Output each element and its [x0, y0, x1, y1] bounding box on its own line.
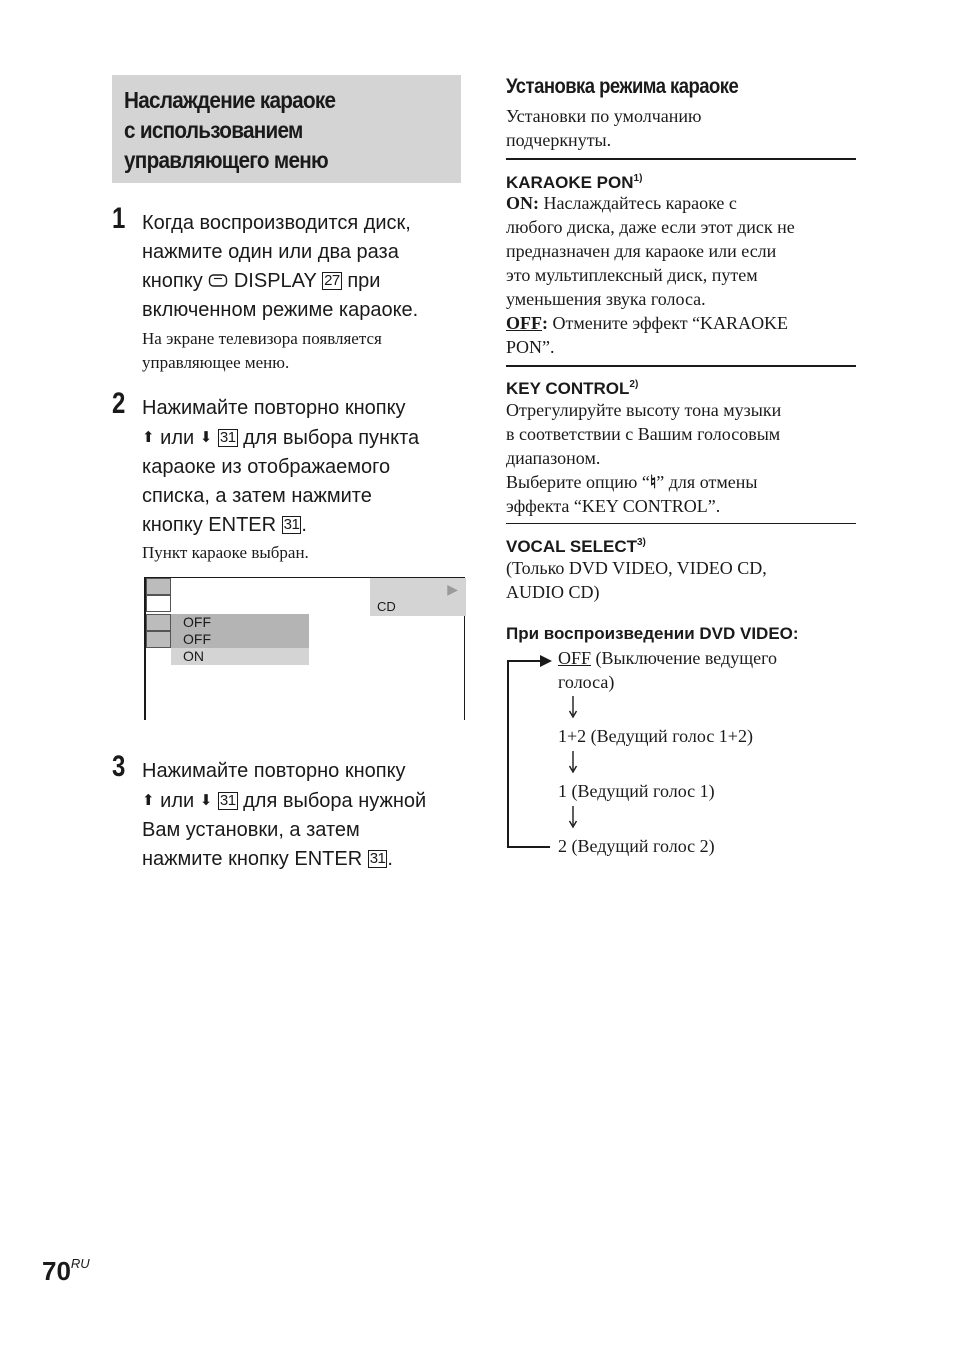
step-text-line	[142, 511, 464, 540]
step-text-line: списка, а затем нажмите	[142, 485, 372, 507]
step-text-line: Нажимайте повторно кнопку	[142, 760, 406, 782]
flow-option-desc: (Ведущий голос 1+2)	[590, 726, 753, 746]
vocal-select-label	[506, 532, 646, 558]
tv-control-menu-screen	[144, 577, 465, 720]
step-text-fragment: DISPLAY	[233, 270, 317, 292]
step-2-note	[142, 541, 464, 565]
step-text-line: караоке из отображаемого	[142, 456, 391, 478]
step-text-line: нажмите один или два раза	[142, 241, 399, 263]
menu-icon-cell	[146, 578, 171, 595]
description-line: AUDIO CD)	[506, 582, 600, 602]
description-line: уменьшения звука голоса.	[506, 289, 706, 309]
karaoke-pon-description	[506, 191, 856, 359]
description-fragment: Наслаждайтесь караоке с	[543, 193, 737, 213]
description-line: любого диска, даже если этот диск не	[506, 217, 795, 237]
reference-number-box: 31	[219, 429, 236, 446]
flow-option-key: 1	[558, 781, 567, 801]
step-number: 2	[112, 387, 126, 420]
section-title-line: с использованием	[124, 117, 303, 143]
section-divider	[506, 523, 856, 524]
flow-item	[558, 646, 777, 670]
key-control-label	[506, 374, 638, 400]
flow-item	[558, 724, 753, 748]
step-text-line: Когда воспроизводится диск,	[142, 212, 411, 234]
step-text-fragment: кнопку ENTER	[142, 514, 277, 536]
description-line	[506, 191, 856, 215]
step-text-line	[142, 786, 464, 816]
down-arrow-icon	[568, 805, 578, 829]
flow-option-key: 1+2	[558, 726, 587, 746]
step-text-fragment: для выбора пункта	[243, 427, 420, 449]
flow-item	[558, 779, 715, 803]
page-number-value: 70	[42, 1256, 71, 1286]
vocal-select-description	[506, 556, 856, 604]
description-line: диапазоном.	[506, 448, 601, 468]
karaoke-settings-heading: Установка режима караоке	[506, 75, 739, 98]
setting-label-text: VOCAL SELECT	[506, 537, 637, 556]
option-key-colon: :	[542, 313, 548, 333]
defaults-intro	[506, 104, 856, 152]
arrow-down-icon: ⬇	[199, 429, 213, 446]
menu-icon-cell	[146, 631, 171, 648]
section-title-line: Наслаждение караоке	[124, 87, 336, 113]
cycle-loop-arrow	[500, 650, 560, 860]
footnote-marker: 2)	[629, 379, 639, 390]
description-line: (Только DVD VIDEO, VIDEO CD,	[506, 558, 767, 578]
section-title-box	[112, 75, 461, 183]
step-2-text	[142, 394, 464, 540]
menu-option: ON	[171, 648, 309, 665]
step-number: 1	[112, 202, 126, 235]
description-line: Отрегулируйте высоту тона музыки	[506, 400, 782, 420]
flow-option-key: 2	[558, 836, 567, 856]
step-note-line: Пункт караоке выбран.	[142, 543, 309, 562]
description-fragment: ” для отмены	[656, 472, 758, 492]
step-text-fragment: для выбора нужной	[243, 790, 427, 812]
down-arrow-icon	[568, 750, 578, 774]
flow-option-desc: (Ведущий голос 1)	[571, 781, 715, 801]
step-text-fragment: или	[160, 427, 195, 449]
natural-sign-icon: ♮	[649, 472, 657, 492]
arrow-up-icon: ⬆	[142, 792, 155, 809]
step-text-fragment: или	[160, 790, 195, 812]
step-1-note	[142, 327, 464, 375]
intro-line: Установки по умолчанию	[506, 106, 702, 126]
flow-item-continued: голоса)	[558, 672, 615, 692]
reference-number-box: 31	[369, 850, 386, 867]
description-fragment: Выберите опцию “	[506, 472, 650, 492]
display-button-icon	[208, 273, 228, 288]
option-key: OFF	[506, 313, 542, 333]
step-text-fragment: .	[301, 514, 307, 536]
menu-option: OFF	[171, 631, 309, 648]
description-line: эффекта “KEY CONTROL”.	[506, 496, 721, 516]
step-text-fragment: кнопку	[142, 270, 203, 292]
step-1-text	[142, 209, 464, 325]
step-text-line: Нажимайте повторно кнопку	[142, 397, 406, 419]
intro-line: подчеркнуты.	[506, 130, 612, 150]
step-note-line: На экране телевизора появляется	[142, 329, 382, 348]
key-control-description	[506, 398, 856, 518]
arrow-down-icon: ⬇	[199, 792, 213, 809]
disc-status-panel	[370, 578, 466, 616]
language-code: RU	[70, 1256, 90, 1271]
description-fragment: Отмените эффект “KARAOKE	[552, 313, 789, 333]
description-line: это мультиплексный диск, путем	[506, 265, 758, 285]
description-line: предназначен для караоке или если	[506, 241, 777, 261]
description-line	[506, 311, 856, 335]
description-line: PON”.	[506, 337, 555, 357]
disc-type-label: CD	[377, 599, 396, 614]
setting-label-text: KARAOKE PON	[506, 173, 634, 192]
flow-option-desc: (Выключение ведущего	[595, 648, 777, 668]
step-text-fragment: .	[387, 848, 393, 870]
reference-number-box: 31	[219, 792, 236, 809]
step-text-line	[142, 423, 464, 453]
reference-number-box: 27	[324, 272, 340, 289]
page-number	[42, 1248, 90, 1287]
step-text-line	[142, 267, 464, 296]
step-text-fragment: при	[347, 270, 381, 292]
description-line	[506, 470, 856, 494]
flow-option-key: OFF	[558, 648, 592, 668]
step-text-line	[142, 845, 464, 874]
flow-item	[558, 834, 715, 858]
menu-option: OFF	[171, 614, 309, 631]
down-arrow-icon	[568, 695, 578, 719]
description-line: в соответствии с Вашим голосовым	[506, 424, 781, 444]
setting-label-text: KEY CONTROL	[506, 379, 630, 398]
section-title-line: управляющего меню	[124, 147, 329, 173]
arrow-up-icon: ⬆	[142, 429, 155, 446]
menu-icon-cell	[146, 595, 171, 612]
step-text-line: Вам установки, а затем	[142, 819, 360, 841]
flow-option-desc: (Ведущий голос 2)	[571, 836, 715, 856]
menu-icon-cell	[146, 614, 171, 631]
step-note-line: управляющее меню.	[142, 353, 290, 372]
step-3-text	[142, 757, 464, 874]
dvd-video-subheading: При воспроизведении DVD VIDEO:	[506, 624, 799, 643]
footnote-marker: 1)	[633, 173, 643, 184]
step-number: 3	[112, 750, 126, 783]
step-text-fragment: нажмите кнопку ENTER	[142, 848, 363, 870]
reference-number-box: 31	[283, 516, 300, 533]
step-text-line: включенном режиме караоке.	[142, 299, 419, 321]
play-icon: ▶	[447, 583, 458, 598]
footnote-marker: 3)	[636, 537, 646, 548]
section-divider	[506, 158, 856, 160]
section-divider	[506, 365, 856, 367]
option-key: ON:	[506, 193, 539, 213]
